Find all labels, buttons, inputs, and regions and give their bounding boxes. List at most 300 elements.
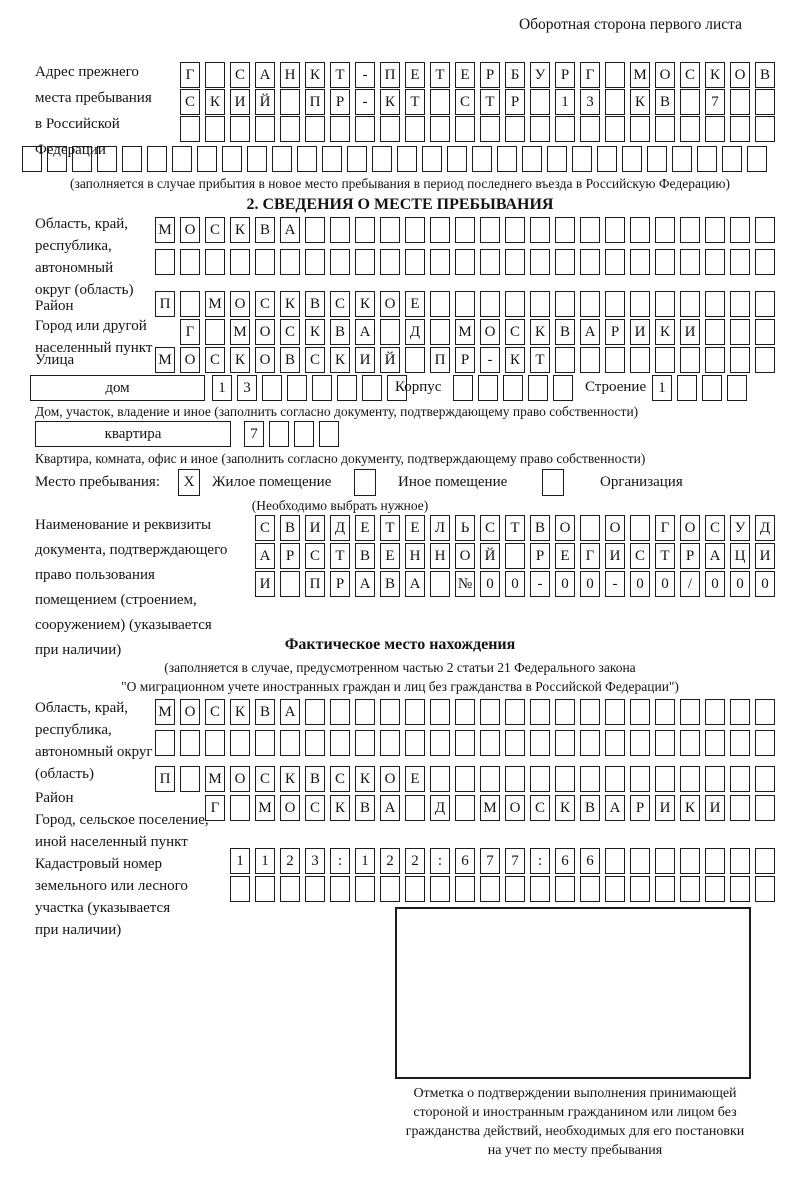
char-cell[interactable] [405, 730, 425, 756]
char-cell[interactable] [680, 876, 700, 902]
char-cell[interactable]: А [605, 795, 625, 821]
char-cell[interactable]: Т [330, 62, 350, 88]
char-cell[interactable] [155, 730, 175, 756]
char-cell[interactable] [747, 146, 767, 172]
char-cell[interactable]: Н [280, 62, 300, 88]
char-cell[interactable] [580, 766, 600, 792]
char-cell[interactable] [605, 249, 625, 275]
char-cell[interactable] [530, 730, 550, 756]
char-cell[interactable] [730, 347, 750, 373]
char-cell[interactable] [680, 848, 700, 874]
char-cell[interactable] [347, 146, 367, 172]
char-cell[interactable] [630, 766, 650, 792]
char-cell[interactable]: Р [280, 543, 300, 569]
char-cell[interactable] [405, 699, 425, 725]
char-cell[interactable] [255, 876, 275, 902]
char-cell[interactable] [355, 730, 375, 756]
char-cell[interactable]: К [355, 766, 375, 792]
char-cell[interactable] [730, 848, 750, 874]
char-cell[interactable] [380, 319, 400, 345]
char-cell[interactable]: К [305, 62, 325, 88]
char-cell[interactable] [530, 291, 550, 317]
char-cell[interactable]: О [480, 319, 500, 345]
char-cell[interactable] [330, 876, 350, 902]
char-cell[interactable]: О [255, 347, 275, 373]
char-cell[interactable]: / [680, 571, 700, 597]
char-cell[interactable] [280, 730, 300, 756]
char-cell[interactable] [580, 291, 600, 317]
char-cell[interactable]: 6 [455, 848, 475, 874]
char-cell[interactable] [572, 146, 592, 172]
char-cell[interactable] [677, 375, 697, 401]
char-cell[interactable] [380, 876, 400, 902]
char-cell[interactable] [522, 146, 542, 172]
char-cell[interactable]: С [480, 515, 500, 541]
char-cell[interactable] [480, 116, 500, 142]
char-cell[interactable]: У [730, 515, 750, 541]
char-cell[interactable]: А [405, 571, 425, 597]
char-cell[interactable]: О [230, 291, 250, 317]
char-cell[interactable] [355, 116, 375, 142]
char-cell[interactable] [680, 249, 700, 275]
char-cell[interactable] [605, 116, 625, 142]
char-cell[interactable]: В [755, 62, 775, 88]
char-cell[interactable]: В [655, 89, 675, 115]
char-cell[interactable] [47, 146, 67, 172]
char-cell[interactable]: Т [380, 515, 400, 541]
char-cell[interactable] [480, 217, 500, 243]
char-cell[interactable]: 0 [505, 571, 525, 597]
char-cell[interactable]: 3 [237, 375, 257, 401]
char-cell[interactable] [553, 375, 573, 401]
char-cell[interactable] [672, 146, 692, 172]
char-cell[interactable] [705, 876, 725, 902]
char-cell[interactable] [597, 146, 617, 172]
char-cell[interactable] [505, 249, 525, 275]
char-cell[interactable]: О [605, 515, 625, 541]
char-cell[interactable] [280, 116, 300, 142]
char-cell[interactable] [505, 876, 525, 902]
char-cell[interactable]: Т [330, 543, 350, 569]
char-cell[interactable]: М [155, 699, 175, 725]
char-cell[interactable]: К [555, 795, 575, 821]
char-cell[interactable]: Р [605, 319, 625, 345]
char-cell[interactable]: К [330, 347, 350, 373]
char-cell[interactable] [755, 116, 775, 142]
char-cell[interactable] [97, 146, 117, 172]
char-cell[interactable] [180, 291, 200, 317]
char-cell[interactable] [705, 347, 725, 373]
char-cell[interactable] [455, 249, 475, 275]
char-cell[interactable] [530, 116, 550, 142]
char-cell[interactable] [530, 766, 550, 792]
char-cell[interactable] [605, 89, 625, 115]
char-cell[interactable]: Р [555, 62, 575, 88]
char-cell[interactable] [630, 515, 650, 541]
char-cell[interactable]: К [680, 795, 700, 821]
char-cell[interactable]: Т [505, 515, 525, 541]
char-cell[interactable] [319, 421, 339, 447]
char-cell[interactable]: 0 [480, 571, 500, 597]
char-cell[interactable] [397, 146, 417, 172]
char-cell[interactable]: О [380, 766, 400, 792]
char-cell[interactable]: Д [405, 319, 425, 345]
char-cell[interactable]: 3 [305, 848, 325, 874]
char-cell[interactable]: С [255, 515, 275, 541]
char-cell[interactable]: - [355, 62, 375, 88]
char-cell[interactable] [730, 217, 750, 243]
char-cell[interactable] [605, 766, 625, 792]
char-cell[interactable] [605, 848, 625, 874]
char-cell[interactable]: С [330, 291, 350, 317]
char-cell[interactable] [355, 217, 375, 243]
char-cell[interactable] [730, 730, 750, 756]
char-cell[interactable]: И [630, 319, 650, 345]
char-cell[interactable]: : [530, 848, 550, 874]
char-cell[interactable] [430, 571, 450, 597]
char-cell[interactable] [287, 375, 307, 401]
char-cell[interactable] [555, 217, 575, 243]
char-cell[interactable] [330, 116, 350, 142]
char-cell[interactable] [605, 876, 625, 902]
char-cell[interactable]: В [580, 795, 600, 821]
char-cell[interactable] [430, 730, 450, 756]
char-cell[interactable] [655, 876, 675, 902]
char-cell[interactable] [547, 146, 567, 172]
char-cell[interactable]: 1 [555, 89, 575, 115]
char-cell[interactable]: - [355, 89, 375, 115]
char-cell[interactable] [355, 249, 375, 275]
char-cell[interactable]: И [680, 319, 700, 345]
char-cell[interactable] [755, 876, 775, 902]
char-cell[interactable]: С [455, 89, 475, 115]
char-cell[interactable] [455, 116, 475, 142]
char-cell[interactable] [430, 217, 450, 243]
char-cell[interactable] [730, 319, 750, 345]
char-cell[interactable]: Е [405, 62, 425, 88]
char-cell[interactable] [380, 217, 400, 243]
char-cell[interactable] [480, 730, 500, 756]
char-cell[interactable]: К [530, 319, 550, 345]
char-cell[interactable]: С [280, 319, 300, 345]
char-cell[interactable] [280, 249, 300, 275]
char-cell[interactable] [455, 876, 475, 902]
char-cell[interactable] [180, 730, 200, 756]
char-cell[interactable] [605, 730, 625, 756]
char-cell[interactable]: Д [755, 515, 775, 541]
char-cell[interactable]: К [230, 347, 250, 373]
char-cell[interactable] [380, 116, 400, 142]
char-cell[interactable]: Т [530, 347, 550, 373]
char-cell[interactable] [205, 730, 225, 756]
char-cell[interactable]: С [705, 515, 725, 541]
char-cell[interactable] [330, 249, 350, 275]
char-cell[interactable] [305, 217, 325, 243]
char-cell[interactable]: И [755, 543, 775, 569]
char-cell[interactable]: В [305, 766, 325, 792]
char-cell[interactable]: М [480, 795, 500, 821]
char-cell[interactable] [405, 116, 425, 142]
char-cell[interactable]: О [230, 766, 250, 792]
char-cell[interactable] [255, 116, 275, 142]
char-cell[interactable] [755, 291, 775, 317]
char-cell[interactable] [505, 116, 525, 142]
char-cell[interactable] [580, 217, 600, 243]
char-cell[interactable]: К [655, 319, 675, 345]
char-cell[interactable]: 1 [212, 375, 232, 401]
char-cell[interactable] [555, 249, 575, 275]
char-cell[interactable] [755, 848, 775, 874]
char-cell[interactable] [294, 421, 314, 447]
char-cell[interactable]: В [280, 347, 300, 373]
char-cell[interactable] [305, 699, 325, 725]
char-cell[interactable]: : [330, 848, 350, 874]
char-cell[interactable] [655, 347, 675, 373]
char-cell[interactable]: К [205, 89, 225, 115]
char-cell[interactable]: Р [630, 795, 650, 821]
char-cell[interactable] [380, 249, 400, 275]
char-cell[interactable]: 0 [655, 571, 675, 597]
char-cell[interactable]: К [330, 795, 350, 821]
char-cell[interactable]: А [355, 571, 375, 597]
char-cell[interactable] [230, 795, 250, 821]
char-cell[interactable]: К [705, 62, 725, 88]
char-cell[interactable] [605, 291, 625, 317]
char-cell[interactable] [205, 319, 225, 345]
char-cell[interactable]: В [330, 319, 350, 345]
char-cell[interactable] [505, 217, 525, 243]
char-cell[interactable]: П [155, 766, 175, 792]
char-cell[interactable] [705, 291, 725, 317]
char-cell[interactable] [705, 699, 725, 725]
char-cell[interactable]: В [255, 699, 275, 725]
char-cell[interactable]: М [205, 291, 225, 317]
char-cell[interactable]: Г [180, 62, 200, 88]
char-cell[interactable]: Т [655, 543, 675, 569]
char-cell[interactable] [730, 89, 750, 115]
char-cell[interactable] [722, 146, 742, 172]
char-cell[interactable]: Н [405, 543, 425, 569]
char-cell[interactable] [580, 347, 600, 373]
char-cell[interactable] [630, 347, 650, 373]
char-cell[interactable] [630, 249, 650, 275]
char-cell[interactable] [605, 347, 625, 373]
char-cell[interactable]: П [155, 291, 175, 317]
char-cell[interactable]: В [255, 217, 275, 243]
char-cell[interactable] [247, 146, 267, 172]
char-cell[interactable] [680, 89, 700, 115]
char-cell[interactable] [505, 766, 525, 792]
char-cell[interactable] [480, 876, 500, 902]
char-cell[interactable]: С [205, 699, 225, 725]
char-cell[interactable]: 0 [580, 571, 600, 597]
char-cell[interactable]: К [280, 291, 300, 317]
char-cell[interactable] [605, 699, 625, 725]
char-cell[interactable] [530, 876, 550, 902]
char-cell[interactable] [605, 62, 625, 88]
char-cell[interactable] [730, 291, 750, 317]
char-cell[interactable] [755, 249, 775, 275]
char-cell[interactable] [705, 848, 725, 874]
char-cell[interactable]: 2 [280, 848, 300, 874]
char-cell[interactable] [205, 249, 225, 275]
char-cell[interactable]: А [380, 795, 400, 821]
char-cell[interactable]: И [230, 89, 250, 115]
char-cell[interactable]: Р [480, 62, 500, 88]
char-cell[interactable]: О [655, 62, 675, 88]
char-cell[interactable] [472, 146, 492, 172]
char-cell[interactable]: К [355, 291, 375, 317]
char-cell[interactable] [655, 766, 675, 792]
char-cell[interactable]: Й [380, 347, 400, 373]
char-cell[interactable]: А [280, 217, 300, 243]
char-cell[interactable]: Г [205, 795, 225, 821]
char-cell[interactable] [680, 347, 700, 373]
char-cell[interactable]: - [530, 571, 550, 597]
char-cell[interactable] [355, 699, 375, 725]
char-cell[interactable] [755, 730, 775, 756]
char-cell[interactable]: В [280, 515, 300, 541]
char-cell[interactable]: К [230, 699, 250, 725]
char-cell[interactable]: Р [330, 89, 350, 115]
char-cell[interactable]: Т [405, 89, 425, 115]
char-cell[interactable] [478, 375, 498, 401]
char-cell[interactable]: Ц [730, 543, 750, 569]
char-cell[interactable] [205, 62, 225, 88]
char-cell[interactable] [730, 795, 750, 821]
char-cell[interactable] [455, 766, 475, 792]
char-cell[interactable] [605, 217, 625, 243]
char-cell[interactable] [505, 291, 525, 317]
char-cell[interactable] [755, 766, 775, 792]
char-cell[interactable]: 7 [480, 848, 500, 874]
char-cell[interactable] [372, 146, 392, 172]
char-cell[interactable] [755, 699, 775, 725]
char-cell[interactable] [555, 347, 575, 373]
char-cell[interactable] [655, 249, 675, 275]
char-cell[interactable]: М [155, 217, 175, 243]
char-cell[interactable]: Г [580, 62, 600, 88]
char-cell[interactable]: А [280, 699, 300, 725]
char-cell[interactable]: П [380, 62, 400, 88]
char-cell[interactable] [297, 146, 317, 172]
char-cell[interactable] [730, 116, 750, 142]
char-cell[interactable] [380, 730, 400, 756]
char-cell[interactable]: Р [330, 571, 350, 597]
char-cell[interactable]: Г [180, 319, 200, 345]
char-cell[interactable] [530, 699, 550, 725]
char-cell[interactable]: 6 [555, 848, 575, 874]
char-cell[interactable] [122, 146, 142, 172]
char-cell[interactable] [555, 291, 575, 317]
char-cell[interactable] [580, 116, 600, 142]
char-cell[interactable] [503, 375, 523, 401]
char-cell[interactable]: К [230, 217, 250, 243]
char-cell[interactable] [680, 766, 700, 792]
char-cell[interactable]: С [205, 347, 225, 373]
char-cell[interactable] [255, 730, 275, 756]
char-cell[interactable] [262, 375, 282, 401]
char-cell[interactable]: М [455, 319, 475, 345]
char-cell[interactable]: 6 [580, 848, 600, 874]
char-cell[interactable]: Й [255, 89, 275, 115]
char-cell[interactable] [655, 730, 675, 756]
char-cell[interactable] [555, 730, 575, 756]
char-cell[interactable] [755, 795, 775, 821]
char-cell[interactable] [305, 876, 325, 902]
char-cell[interactable] [730, 876, 750, 902]
char-cell[interactable]: С [680, 62, 700, 88]
char-cell[interactable] [680, 291, 700, 317]
char-cell[interactable] [630, 217, 650, 243]
char-cell[interactable]: Е [405, 515, 425, 541]
char-cell[interactable] [272, 146, 292, 172]
char-cell[interactable]: № [455, 571, 475, 597]
char-cell[interactable] [705, 217, 725, 243]
char-cell[interactable] [305, 116, 325, 142]
char-cell[interactable] [655, 291, 675, 317]
char-cell[interactable]: П [305, 89, 325, 115]
char-cell[interactable]: С [255, 766, 275, 792]
char-cell[interactable]: О [555, 515, 575, 541]
checkbox-zhiloe[interactable]: X [178, 469, 200, 496]
char-cell[interactable]: 7 [244, 421, 264, 447]
char-cell[interactable]: О [380, 291, 400, 317]
char-cell[interactable]: Р [505, 89, 525, 115]
char-cell[interactable]: С [530, 795, 550, 821]
checkbox-inoe[interactable] [354, 469, 376, 496]
char-cell[interactable]: 2 [380, 848, 400, 874]
char-cell[interactable] [647, 146, 667, 172]
char-cell[interactable] [405, 347, 425, 373]
char-cell[interactable] [180, 116, 200, 142]
char-cell[interactable] [755, 89, 775, 115]
char-cell[interactable] [180, 249, 200, 275]
char-cell[interactable]: М [255, 795, 275, 821]
char-cell[interactable] [555, 766, 575, 792]
char-cell[interactable] [480, 291, 500, 317]
char-cell[interactable]: О [730, 62, 750, 88]
char-cell[interactable]: С [630, 543, 650, 569]
char-cell[interactable]: С [230, 62, 250, 88]
char-cell[interactable] [580, 699, 600, 725]
char-cell[interactable]: Н [430, 543, 450, 569]
char-cell[interactable]: 1 [355, 848, 375, 874]
char-cell[interactable]: Л [430, 515, 450, 541]
char-cell[interactable] [655, 116, 675, 142]
char-cell[interactable]: К [280, 766, 300, 792]
char-cell[interactable]: В [355, 543, 375, 569]
char-cell[interactable] [497, 146, 517, 172]
char-cell[interactable] [330, 699, 350, 725]
char-cell[interactable] [430, 291, 450, 317]
char-cell[interactable] [205, 116, 225, 142]
char-cell[interactable] [230, 249, 250, 275]
char-cell[interactable] [197, 146, 217, 172]
char-cell[interactable]: М [155, 347, 175, 373]
char-cell[interactable] [453, 375, 473, 401]
char-cell[interactable]: 1 [230, 848, 250, 874]
char-cell[interactable] [630, 848, 650, 874]
char-cell[interactable] [655, 699, 675, 725]
char-cell[interactable] [430, 699, 450, 725]
char-cell[interactable]: В [355, 795, 375, 821]
char-cell[interactable] [480, 766, 500, 792]
char-cell[interactable] [530, 217, 550, 243]
char-cell[interactable]: О [280, 795, 300, 821]
char-cell[interactable]: Ь [455, 515, 475, 541]
char-cell[interactable] [702, 375, 722, 401]
